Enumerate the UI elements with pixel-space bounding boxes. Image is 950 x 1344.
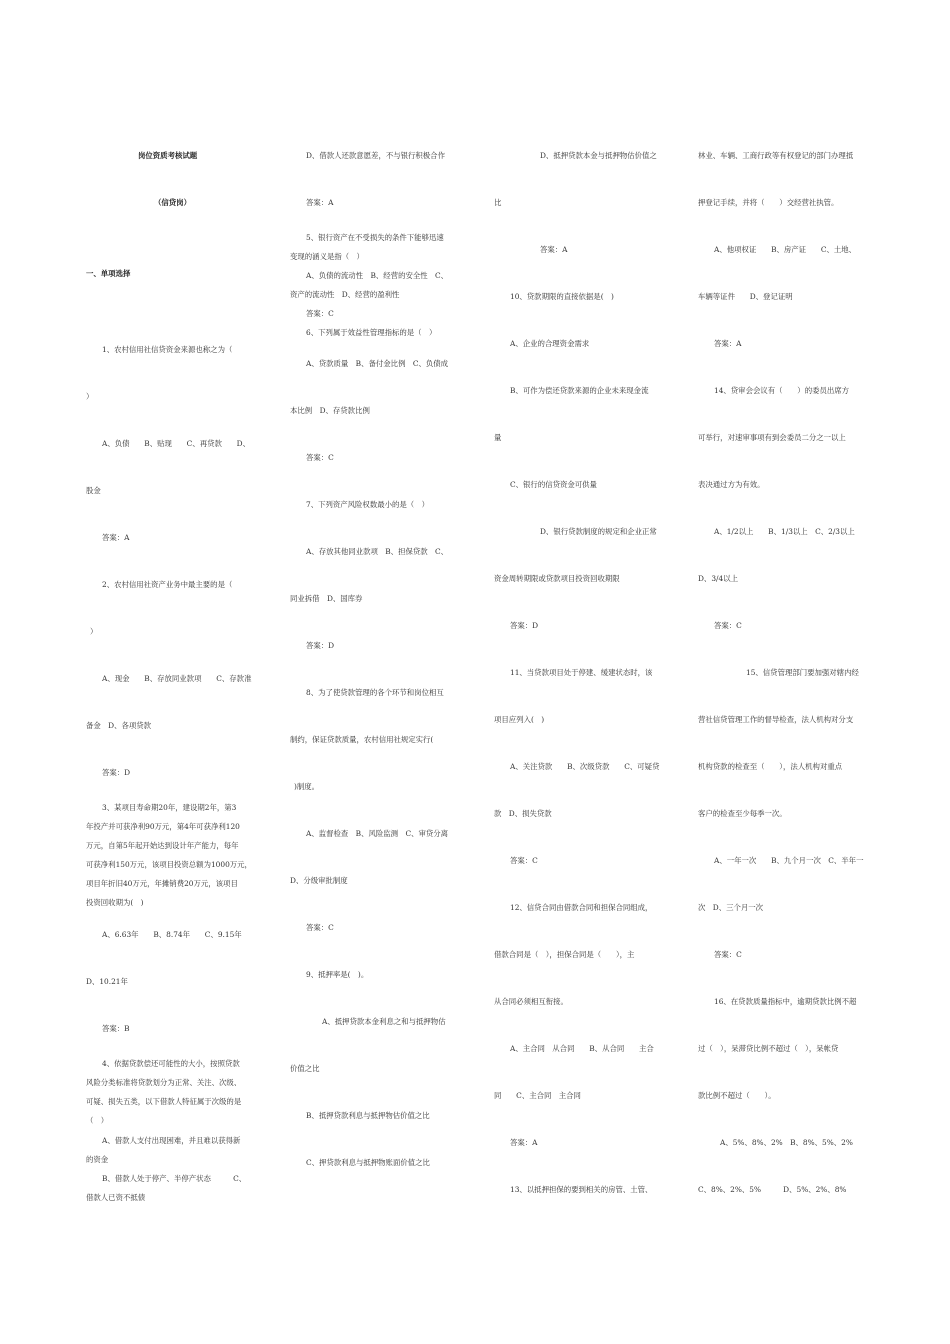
column-4 [698,0,878,1344]
question-text: 过（ ），呆滞贷比例不超过（ ），呆帐贷 [698,1044,839,1053]
option-text: A、1/2以上 B、1/3以上 C、2/3以上 [714,527,855,536]
option-text: A、他项权证 B、房产证 C、土地、 [714,245,857,254]
answer-text: 答案：C [306,309,334,318]
question-text: 风险分类标准将贷款划分为正常、关注、次级、 [86,1078,242,1087]
question-text: 项目应列入( ) [494,715,545,724]
option-text: A、企业的合理资金需求 [510,339,590,348]
question-text: 可疑、损失五类，以下借款人特征属于次级的是 [86,1097,242,1106]
option-text: B、可作为偿还贷款来源的企业未来现金流 [510,386,649,395]
option-text: A、现金 B、存放同业款项 C、存款准 [102,674,252,683]
question-text: 投资回收期为( ) [86,898,144,907]
option-text: A、抵押贷款本金利息之和与抵押物估 [322,1017,446,1026]
question-text: 3、某项目寿命期20年，建设期2年，第3 [102,803,237,812]
option-text: A、监督检查 B、风险监测 C、审贷分离 [306,829,449,838]
option-text: D、分级审批制度 [290,876,348,885]
option-text: D、银行贷款制度的规定和企业正常 [540,527,657,536]
option-text: 股金 [86,486,101,495]
answer-text: 答案：A [510,1138,538,1147]
column-1 [86,0,266,1344]
option-text: C、银行的信贷资金可供量 [510,480,597,489]
column-2 [290,0,470,1344]
option-text: 同 C、主合同 主合同 [494,1091,581,1100]
question-text: 6、下列属于效益性管理指标的是（ ） [306,328,437,337]
option-text: 次 D、三个月一次 [698,903,764,912]
option-text: A、5%、8%、2% B、8%、5%、2% [720,1138,853,1147]
answer-text: 答案：A [714,339,742,348]
question-text: 变现的涵义是指（ ） [290,252,364,261]
question-text: 可获净利150万元，该项目投资总额为1000万元， [86,860,252,869]
question-text: 7、下列资产风险权数最小的是（ ） [306,500,429,509]
answer-text: 答案：C [714,950,742,959]
question-text: 4、依据贷款偿还可能性的大小，按照贷款 [102,1059,240,1068]
option-text: A、存放其他同业款项 B、担保贷款 C、 [306,547,449,556]
question-text: 9、抵押率是( )。 [306,970,369,979]
answer-text: 答案：A [102,533,130,542]
question-text: 客户的检查至少每季一次。 [698,809,787,818]
question-text: 12、信贷合同由借款合同和担保合同组成， [510,903,653,912]
option-text: D、抵押贷款本金与抵押物估价值之 [540,151,657,160]
option-text: 同业拆借 D、国库券 [290,594,363,603]
paper-subtitle: （信贷岗） [154,198,191,207]
answer-text: 答案：C [306,923,334,932]
option-text: 款 D、损失贷款 [494,809,552,818]
option-text: D、3/4以上 [698,574,738,583]
option-text: 借款人已资不抵债 [86,1193,146,1202]
question-text: 14、贷审会会议有（ ）的委员出席方 [714,386,850,395]
question-text: 8、为了使贷款管理的各个环节和岗位相互 [306,688,444,697]
section-heading: 一、单项选择 [86,269,131,278]
option-text: C、8%、2%、5% D、5%、2%、8% [698,1185,847,1194]
question-text: )制度。 [294,782,320,791]
answer-text: 答案：A [540,245,568,254]
option-text: B、借款人处于停产、半停产状态 C、 [102,1174,247,1183]
question-text: 项目年折旧40万元，年摊销费20万元，该项目 [86,879,238,888]
question-text: 制约，保证贷款质量，农村信用社规定实行( [290,735,434,744]
answer-text: 答案：C [306,453,334,462]
option-text: D、10.21年 [86,977,128,986]
question-text: 借款合同是（ ），担保合同是（ ），主 [494,950,635,959]
option-text: A、负债的流动性 B、经营的安全性 C、 [306,271,449,280]
option-text: 比 [494,198,502,207]
option-text: 资金周转期限或贷款项目投资回收期限 [494,574,620,583]
answer-text: 答案：A [306,198,334,207]
question-text: 万元，自第5年起开始达到设计年产能力，每年 [86,841,239,850]
option-text: 车辆等证件 D、登记证明 [698,292,793,301]
answer-text: 答案：D [510,621,539,630]
answer-text: 答案：C [714,621,742,630]
option-text: A、贷款质量 B、备付金比例 C、负债成 [306,359,449,368]
question-text: （ ） [86,1116,109,1125]
option-text: C、押贷款利息与抵押物账面价值之比 [306,1158,430,1167]
question-text: 2、农村信用社资产业务中最主要的是（ [102,580,233,589]
option-text: A、负债 B、贴现 C、再贷款 D、 [102,439,250,448]
option-text: 资产的流动性 D、经营的盈利性 [290,290,400,299]
option-text: 价值之比 [290,1064,320,1073]
question-text: 从合同必须相互衔接。 [494,997,568,1006]
question-text: 16、在贷款质量指标中，逾期贷款比例不超 [714,997,857,1006]
option-text: D、借款人还款意愿差，不与银行积极合作 [306,151,445,160]
question-text: 林业、车辆、工商行政等有权登记的部门办理抵 [698,151,854,160]
column-3 [494,0,674,1344]
answer-text: 答案：D [306,641,335,650]
question-text: 10、贷款期限的直接依据是( ) [510,292,614,301]
answer-text: 答案：D [102,768,131,777]
answer-text: 答案：B [102,1024,130,1033]
option-text: 的资金 [86,1155,109,1164]
option-text: A、借款人支付出现困难，并且难以获得新 [102,1136,241,1145]
option-text: 量 [494,433,502,442]
paper-title: 岗位资质考核试题 [138,151,198,160]
question-text: 款比例不超过（ ）。 [698,1091,776,1100]
question-text: 1、农村信用社信贷资金来源也称之为（ [102,345,233,354]
question-text: 11、当贷款项目处于停建、缓建状态时，该 [510,668,653,677]
question-text: 机构贷款的检查至（ ），法人机构对重点 [698,762,843,771]
option-text: 本比例 D、存贷款比例 [290,406,370,415]
option-text: A、6.63年 B、8.74年 C、9.15年 [102,930,242,939]
option-text: A、关注贷款 B、次级贷款 C、可疑贷 [510,762,660,771]
question-text: 13、以抵押担保的要到相关的房管、土管、 [510,1185,653,1194]
question-text: ） [90,627,98,636]
answer-text: 答案：C [510,856,538,865]
question-text: 年投产并可获净利90万元，第4年可获净利120 [86,822,240,831]
option-text: B、抵押贷款利息与抵押物估价值之比 [306,1111,430,1120]
question-text: 营社信贷管理工作的督导检查，法人机构对分支 [698,715,854,724]
option-text: 备金 D、各项贷款 [86,721,152,730]
question-text: 表决通过方为有效。 [698,480,765,489]
question-text: 15、信贷管理部门要加强对辖内经 [746,668,859,677]
question-text: ） [86,392,94,401]
question-text: 押登记手续，并将（ ）交经营社执管。 [698,198,839,207]
option-text: A、一年一次 B、九个月一次 C、半年一 [714,856,864,865]
question-text: 可举行，对速审事项有到会委员二分之一以上 [698,433,846,442]
option-text: A、主合同 从合同 B、从合同 主合 [510,1044,654,1053]
question-text: 5、银行资产在不受损失的条件下能够迅速 [306,233,444,242]
